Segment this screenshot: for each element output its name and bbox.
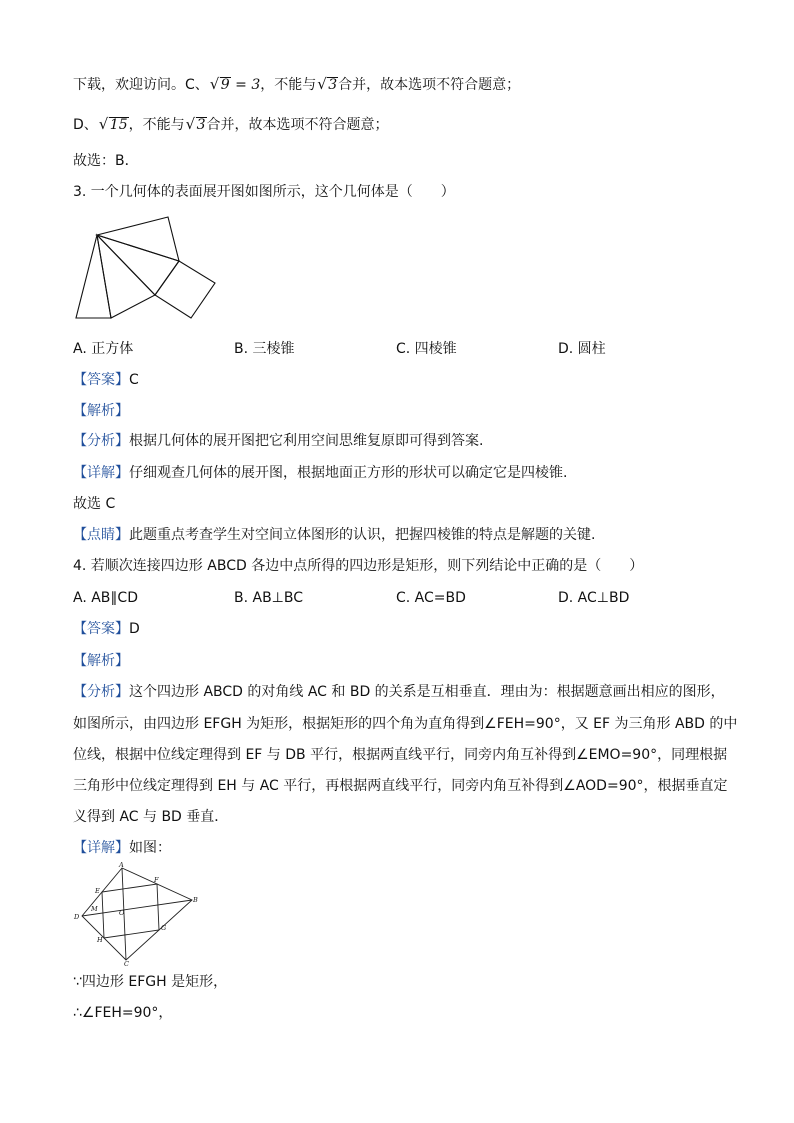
q4-analysis-tag: 【解析】	[73, 653, 129, 669]
sqrt-3	[318, 76, 338, 94]
fenxi-text: 根据几何体的展开图把它利用空间思维复原即可得到答案.	[129, 433, 484, 449]
q4-step-2: ∴∠FEH=90°，	[73, 1005, 173, 1021]
detail-tag: 【详解】	[73, 840, 129, 856]
net-triangle-middle	[97, 235, 155, 318]
q4-fenxi-line-2: 如图所示，由四边形 EFGH 为矩形，根据矩形的四个角为直角得到∠FEH=90°，又 EF 为三角形 ABD 的中	[73, 716, 738, 732]
equation-value: = 3	[230, 77, 261, 93]
q3-answer-line	[73, 371, 139, 389]
label-e: E	[95, 887, 100, 895]
detail-tag: 【详解】	[73, 465, 129, 481]
sqrt-9	[211, 76, 231, 94]
quadrilateral-midpoint-figure	[70, 862, 200, 966]
net-triangle-left	[76, 235, 111, 318]
q4-fenxi-line-1	[73, 683, 725, 701]
fenxi-tag: 【分析】	[73, 433, 129, 449]
text-span: ，不能与	[128, 117, 185, 133]
rect-efgh	[102, 884, 159, 938]
text-span: 合并，故本选项不符合题意；	[206, 117, 389, 133]
text-span: ，不能与	[260, 77, 317, 93]
answer-tag: 【答案】	[73, 621, 129, 637]
text-span: D、	[73, 117, 98, 133]
label-m: M	[91, 905, 98, 913]
label-c: C	[124, 960, 129, 966]
q4-step-1: ∵四边形 EFGH 是矩形，	[73, 974, 228, 990]
q4-detail-line	[73, 839, 171, 857]
text-line-d-option	[73, 116, 389, 134]
dianjing-tag: 【点睛】	[73, 527, 129, 543]
label-a: A	[119, 862, 124, 869]
q4-option-a: A. AB∥CD	[73, 590, 138, 606]
dianjing-text: 此题重点考查学生对空间立体图形的认识，把握四棱锥的特点是解题的关键.	[129, 527, 596, 543]
q4-option-c: C. AC=BD	[396, 590, 466, 606]
detail-text: 仔细观查几何体的展开图，根据地面正方形的形状可以确定它是四棱锥.	[129, 465, 568, 481]
q3-dianjing-line	[73, 526, 595, 544]
fenxi-tag: 【分析】	[73, 684, 129, 700]
text-span: 下载，欢迎访问。C、	[73, 77, 209, 93]
question-4-stem: 4. 若顺次连接四边形 ABCD 各边中点所得的四边形是矩形，则下列结论中正确的是（ ）	[73, 558, 644, 574]
net-triangle-right	[97, 235, 179, 295]
q4-fenxi-line-3: 位线，根据中位线定理得到 EF 与 DB 平行，根据两直线平行，同旁内角互补得到∠EMO=90°，同理根据	[73, 747, 728, 763]
choose-b-line: 故选：B．	[73, 153, 139, 169]
answer-tag: 【答案】	[73, 372, 129, 388]
q4-option-b: B. AB⊥BC	[234, 590, 304, 606]
q3-choose-line: 故选 C	[73, 496, 116, 512]
label-f: F	[154, 876, 159, 884]
answer-value: D	[129, 621, 140, 637]
q4-answer-line	[73, 620, 140, 638]
detail-text: 如图：	[129, 840, 171, 856]
radicand: 9	[220, 77, 230, 93]
text-line-c-option	[73, 76, 520, 94]
pyramid-net-figure	[74, 213, 218, 321]
sqrt-3	[187, 116, 207, 134]
q3-fenxi-line	[73, 432, 483, 450]
label-b: B	[193, 896, 198, 904]
q4-fenxi-line-5: 义得到 AC 与 BD 垂直．	[73, 809, 229, 825]
label-g: G	[161, 924, 167, 932]
q4-option-d: D. AC⊥BD	[558, 590, 630, 606]
label-o: O	[119, 909, 125, 917]
q3-detail-line	[73, 464, 567, 482]
q3-option-c: C. 四棱锥	[396, 341, 457, 357]
answer-value: C	[129, 372, 139, 388]
sqrt-15	[100, 116, 129, 134]
q3-option-b: B. 三棱锥	[234, 341, 295, 357]
text-span: 合并，故本选项不符合题意；	[338, 77, 521, 93]
fenxi-text: 这个四边形 ABCD 的对角线 AC 和 BD 的关系是互相垂直．理由为：根据题意画出相应的图形，	[129, 684, 725, 700]
question-3-stem: 3. 一个几何体的表面展开图如图所示，这个几何体是（ ）	[73, 184, 455, 200]
q4-fenxi-line-4: 三角形中位线定理得到 EH 与 AC 平行，再根据两直线平行，同旁内角互补得到∠AOD=90°，根据垂直定	[73, 778, 728, 794]
diagonal-bd	[82, 900, 192, 916]
q3-analysis-tag: 【解析】	[73, 403, 129, 419]
radicand: 15	[109, 117, 128, 133]
radicand: 3	[196, 117, 206, 133]
net-square-base	[155, 261, 215, 318]
q3-option-a: A. 正方体	[73, 341, 134, 357]
label-h: H	[97, 936, 103, 944]
radicand: 3	[328, 77, 338, 93]
q3-option-d: D. 圆柱	[558, 341, 606, 357]
label-d: D	[74, 913, 80, 921]
